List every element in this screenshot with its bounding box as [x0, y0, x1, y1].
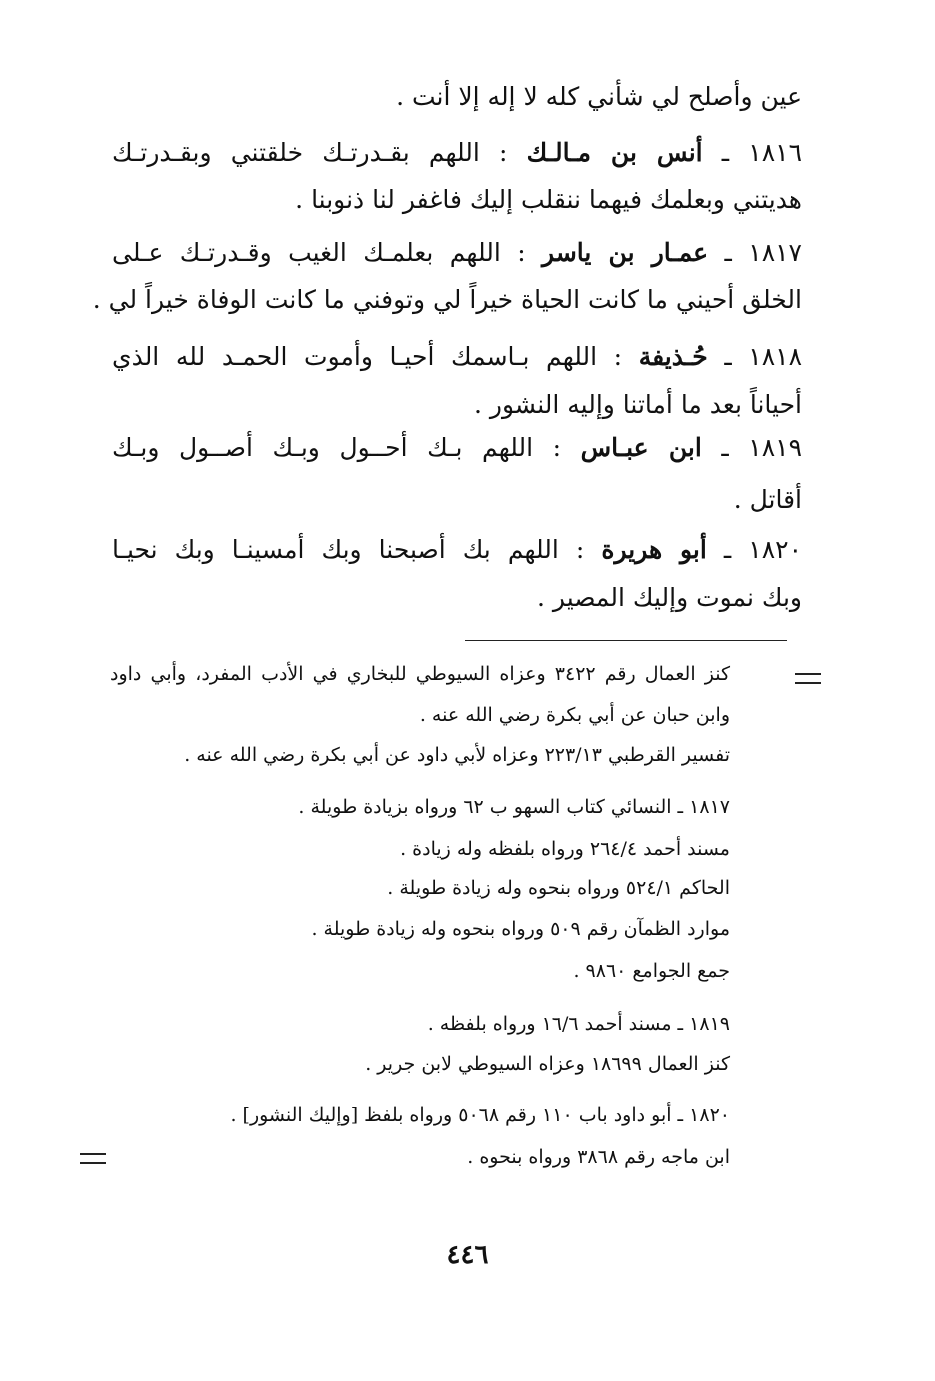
entry-number: ١٨١٦ ـ: [721, 138, 803, 167]
entry-text: : اللهم بـاسمك أحيـا وأموت الحمـد لله الذي: [112, 342, 623, 371]
footnote-line: كنز العمال رقم ٣٤٢٢ وعزاه السيوطي للبخاري في الأدب المفرد، وأبي داود: [110, 663, 730, 685]
entry-text: : اللهم بقـدرتـك خلقتني وبقـدرتـك: [112, 138, 508, 167]
entry-number: ١٨١٧ ـ: [724, 238, 802, 267]
entry-1818: [112, 337, 802, 377]
narrator-name: أنس بن مـالـك: [526, 138, 703, 167]
footnote-line: ١٨٢٠ ـ أبو داود باب ١١٠ رقم ٥٠٦٨ ورواه بلفظ [وإليك النشور] .: [230, 1104, 730, 1126]
narrator-name: أبو هريرة: [601, 535, 707, 564]
entry-text: : اللهم بـك أحــول وبـك أصــول وبـك: [112, 433, 562, 462]
text-line: عين وأصلح لي شأني كله لا إله إلا أنت .: [396, 82, 802, 111]
footnote-line: مسند أحمد ٢٦٤/٤ ورواه بلفظه وله زيادة .: [400, 838, 730, 860]
footnote-line: الحاكم ٥٢٤/١ ورواه بنحوه وله زيادة طويلة .: [387, 877, 730, 899]
entry-1819-cont: أقاتل .: [733, 485, 802, 514]
entry-1820: [112, 530, 802, 570]
entry-1816-cont: هديتني وبعلمك فيهما ننقلب إليك فاغفر لنا ذنوبنا .: [295, 185, 802, 214]
footnote-line: ١٨١٧ ـ النسائي كتاب السهو ب ٦٢ ورواه بزيادة طويلة .: [298, 796, 730, 818]
narrator-name: حُـذيفة: [638, 342, 708, 371]
footnote-line: تفسير القرطبي ٢٢٣/١٣ وعزاه لأبي داود عن أبي بكرة رضي الله عنه .: [184, 744, 730, 766]
entry-1818-cont: أحياناً بعد ما أماتنا وإليه النشور .: [474, 390, 802, 419]
footnote-line: كنز العمال ١٨٦٩٩ وعزاه السيوطي لابن جرير .: [365, 1053, 730, 1075]
footnote-line: جمع الجوامع ٩٨٦٠ .: [573, 960, 730, 982]
footnote-line: موارد الظمآن رقم ٥٠٩ ورواه بنحوه وله زيادة طويلة .: [311, 918, 730, 940]
footnote-separator: [465, 640, 787, 641]
entry-1819: [112, 428, 802, 468]
narrator-name: عمـار بن ياسر: [542, 238, 709, 267]
continuation-mark: [80, 1153, 106, 1164]
footnote-line: ابن ماجه رقم ٣٨٦٨ ورواه بنحوه .: [467, 1146, 730, 1168]
entry-number: ١٨١٩ ـ: [721, 433, 802, 462]
footnote-line: وابن حبان عن أبي بكرة رضي الله عنه .: [419, 704, 730, 726]
entry-number: ١٨١٨ ـ: [724, 342, 802, 371]
continuation-mark: [795, 673, 821, 684]
entry-number: ١٨٢٠ ـ: [723, 535, 803, 564]
entry-text: : اللهم بعلمـك الغيب وقـدرتـك عـلى: [112, 238, 526, 267]
entry-text: : اللهم بك أصبحنا وبك أمسينـا وبك نحيـا: [112, 535, 585, 564]
entry-1820-cont: وبك نموت وإليك المصير .: [537, 583, 802, 612]
page-number: ٤٤٦: [446, 1240, 489, 1270]
entry-1817: [112, 233, 802, 273]
entry-1817-cont: الخلق أحيني ما كانت الحياة خيراً لي وتوفني ما كانت الوفاة خيراً لي .: [92, 285, 802, 314]
footnote-line: ١٨١٩ ـ مسند أحمد ١٦/٦ ورواه بلفظه .: [427, 1013, 730, 1035]
narrator-name: ابن عبـاس: [580, 433, 702, 462]
entry-1816: [112, 133, 802, 173]
